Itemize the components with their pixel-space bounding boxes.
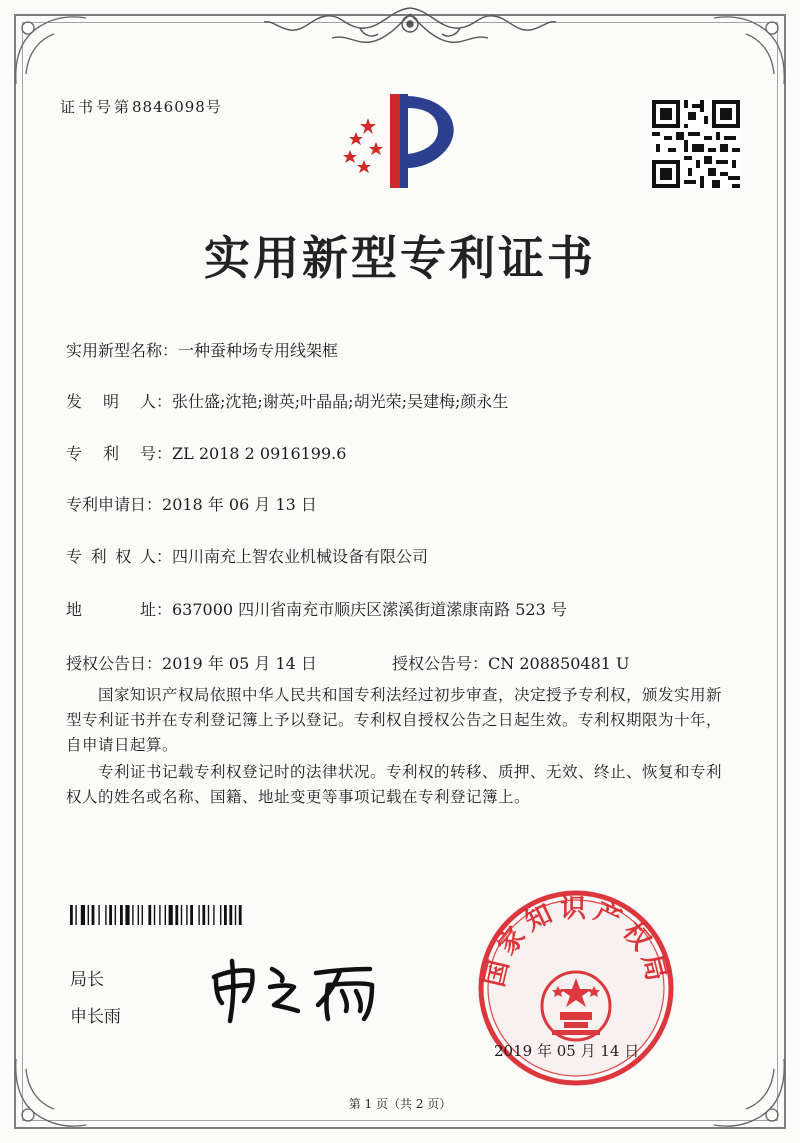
body-paragraph: 国家知识产权局依照中华人民共和国专利法经过初步审查，决定授予专利权，颁发实用新型专利证书并在专利登记簿上予以登记。专利权自授权公告之日起生效。专利权期限为十年，自申请日起算。	[66, 686, 723, 754]
field-value: ZL 2018 2 0916199.6	[172, 444, 347, 463]
field-address	[66, 597, 567, 620]
body-paragraph: 专利证书记载专利权登记时的法律状况。专利权的转移、质押、无效、终止、恢复和专利权人的姓名或名称、国籍、地址变更等事项记载在专利登记簿上。	[66, 763, 723, 806]
director-title: 局长	[70, 970, 104, 990]
field-model-name	[66, 338, 338, 361]
seal-text: 国家知识产权局	[479, 894, 673, 990]
field-value: CN 208850481 U	[488, 654, 630, 673]
field-inventors	[66, 389, 508, 412]
field-value: 2018 年 06 月 13 日	[162, 495, 317, 514]
qr-code-icon	[652, 100, 740, 188]
corner-ornament-icon	[4, 1049, 94, 1139]
field-label: 授权公告号：	[392, 654, 489, 673]
field-label: 地 址：	[66, 600, 172, 619]
field-patentee	[66, 544, 428, 567]
seal-date: 2019 年 05 月 14 日	[494, 1042, 640, 1060]
field-value: 637000 四川省南充市顺庆区潆溪街道潆康南路 523 号	[172, 600, 567, 619]
field-patent-number	[66, 441, 346, 464]
field-announce-date	[66, 651, 317, 674]
page-number: 第 1 页（共 2 页）	[348, 1097, 452, 1111]
field-value: 四川南充上智农业机械设备有限公司	[172, 547, 429, 566]
barcode-icon	[70, 905, 290, 925]
top-ornament-icon	[260, 0, 560, 58]
corner-ornament-icon	[706, 1049, 796, 1139]
field-label: 专 利 号：	[66, 444, 172, 463]
corner-ornament-icon	[706, 4, 796, 94]
field-value: 2019 年 05 月 14 日	[162, 654, 317, 673]
field-label: 专 利 权 人：	[66, 547, 172, 566]
field-announce-number	[392, 651, 630, 674]
director-signature-icon	[200, 955, 400, 1025]
cnipa-emblem-icon	[328, 88, 468, 196]
field-label: 授权公告日：	[66, 654, 163, 673]
certificate-number-label: 证书号第	[60, 98, 133, 116]
director-name: 申长雨	[70, 1007, 121, 1027]
corner-ornament-icon	[4, 4, 94, 94]
field-value: 张仕盛;沈艳;谢英;叶晶晶;胡光荣;吴建梅;颜永生	[172, 392, 509, 411]
certificate-title: 实用新型专利证书	[204, 231, 596, 285]
certificate-number-suffix: 号	[205, 98, 222, 116]
certificate-number-value: 8846098	[132, 98, 206, 116]
field-label: 实用新型名称：	[66, 341, 179, 360]
field-value: 一种蚕种场专用线架框	[178, 341, 339, 360]
field-label: 专利申请日：	[66, 495, 163, 514]
field-label: 发 明 人：	[66, 392, 172, 411]
field-filing-date	[66, 492, 317, 515]
certificate-number	[60, 96, 222, 117]
